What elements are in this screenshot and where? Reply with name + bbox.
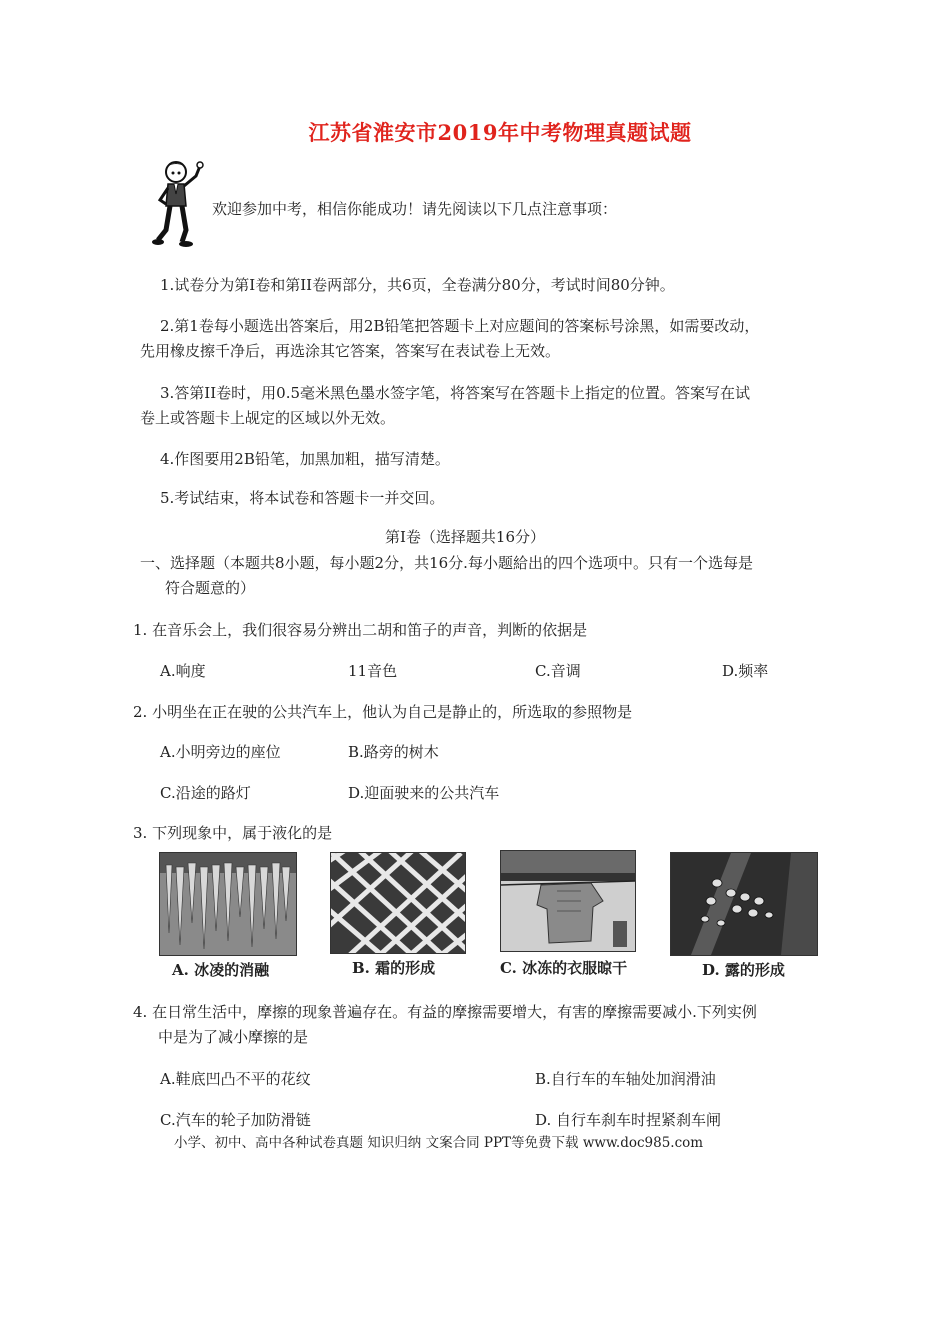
part1-instructions-cont: 符合题意的） bbox=[165, 579, 256, 597]
q4-stem-cont: 中是为了减小摩擦的是 bbox=[158, 1028, 309, 1046]
q2-option-d: D.迎面驶来的公共汽车 bbox=[348, 784, 500, 802]
note-2-cont: 先用橡皮擦千净后，再选涂其它答案，答案写在表试卷上无效。 bbox=[140, 342, 561, 360]
q2-option-c: C.沿途的路灯 bbox=[160, 784, 251, 802]
q1-stem: 1. 在音乐会上，我们很容易分辨出二胡和笛子的声音，判断的依据是 bbox=[133, 621, 588, 639]
q3-caption-b: B. 霜的形成 bbox=[352, 959, 436, 977]
q2-option-a: A.小明旁边的座位 bbox=[160, 743, 281, 761]
section-title: 第I卷（选择题共16分） bbox=[385, 528, 546, 546]
frost-photo bbox=[330, 852, 466, 954]
note-4: 4.作图要用2B铅笔，加黑加粗，描写清楚。 bbox=[160, 450, 450, 468]
note-1: 1.试卷分为第I卷和第II卷两部分，共6页，全卷满分80分，考试时间80分钟。 bbox=[160, 276, 675, 294]
q1-option-c: C.音调 bbox=[535, 662, 581, 680]
cartoon-teacher-icon bbox=[152, 160, 210, 248]
q4-option-a: A.鞋底凹凸不平的花纹 bbox=[160, 1070, 311, 1088]
note-5: 5.考试结束，将本试卷和答题卡一并交回。 bbox=[160, 489, 445, 507]
q1-option-d: D.频率 bbox=[722, 662, 769, 680]
note-3: 3.答第II卷时，用0.5毫米黑色墨水签字笔，将答案写在答题卡上指定的位置。答案写在试 bbox=[160, 384, 751, 402]
note-2: 2.第1卷每小题选出答案后，用2B铅笔把答题卡上对应题间的答案标号涂黑，如需要改动， bbox=[160, 317, 760, 335]
icicle-photo bbox=[159, 852, 297, 956]
q1-option-a: A.响度 bbox=[160, 662, 206, 680]
q4-option-c: C.汽车的轮子加防滑链 bbox=[160, 1111, 311, 1129]
q3-caption-a: A. 冰凌的消融 bbox=[172, 961, 270, 979]
q3-caption-c: C. 冰冻的衣服晾干 bbox=[500, 959, 628, 977]
welcome-text: 欢迎参加中考，相信你能成功！请先阅读以下几点注意事项： bbox=[212, 200, 618, 218]
q4-option-d: D. 自行车刹车时捏紧刹车闸 bbox=[535, 1111, 722, 1129]
part1-instructions: 一、选择题（本题共8小题，每小题2分，共16分.每小题給出的四个选项中。只有一个选每是 bbox=[140, 554, 753, 572]
footer-text: 小学、初中、高中各种试卷真题 知识归纳 文案合同 PPT等免费下载 www.doc985.com bbox=[174, 1135, 704, 1151]
dew-photo bbox=[670, 852, 818, 956]
q3-caption-d: D. 露的形成 bbox=[702, 961, 785, 979]
frozen-clothes-photo bbox=[500, 850, 636, 952]
q4-stem: 4. 在日常生活中，摩擦的现象普遍存在。有益的摩擦需要增大，有害的摩擦需要减小.下列实例 bbox=[133, 1003, 757, 1021]
note-3-cont: 卷上或答题卡上觇定的区域以外无效。 bbox=[140, 409, 396, 427]
q3-stem: 3. 下列现象中，属于液化的是 bbox=[133, 824, 333, 842]
q1-option-b: 11音色 bbox=[348, 662, 398, 680]
page-title: 江苏省淮安市2019年中考物理真题试题 bbox=[308, 120, 692, 145]
q2-option-b: B.路旁的树木 bbox=[348, 743, 439, 761]
q4-option-b: B.自行车的车轴处加润滑油 bbox=[535, 1070, 716, 1088]
q2-stem: 2. 小明坐在正在驶的公共汽车上，他认为自己是静止的，所选取的参照物是 bbox=[133, 703, 633, 721]
